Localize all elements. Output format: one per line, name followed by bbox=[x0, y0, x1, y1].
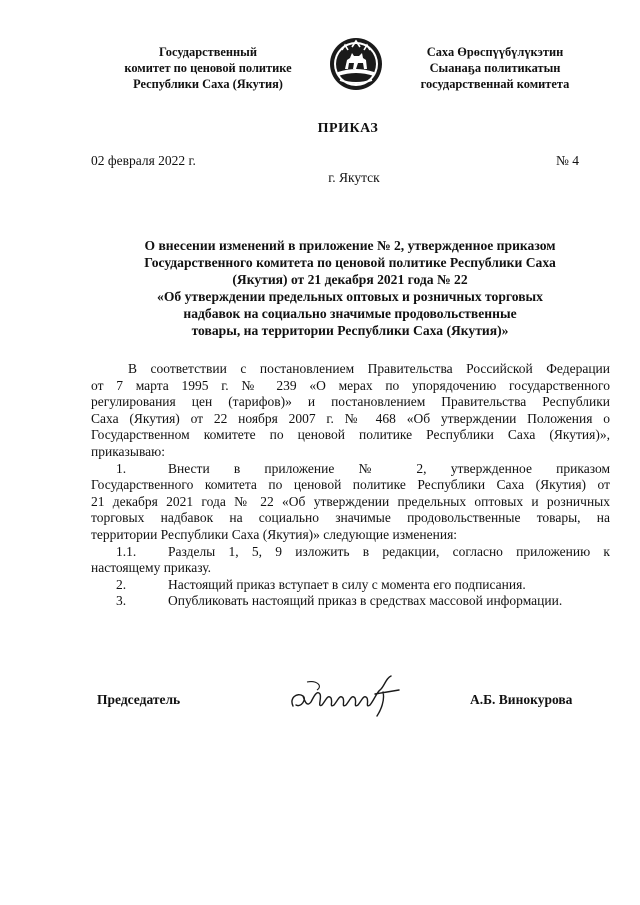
header-left-line: комитет по ценовой политике bbox=[124, 61, 292, 75]
list-item-number: 1.1. bbox=[116, 543, 137, 559]
document-body bbox=[91, 361, 610, 610]
subject-line: «Об утверждении предельных оптовых и розничных торговых bbox=[157, 289, 543, 304]
preamble-line: от 7 марта 1995 г. № 239 «О мерах по упорядочению государственного bbox=[91, 377, 610, 393]
subject-line: надбавок на социально значимые продовольственные bbox=[183, 306, 517, 321]
list-item-text: Внести в приложение № 2, утвержденное приказом bbox=[168, 460, 610, 476]
signatory-name: А.Б. Винокурова bbox=[470, 692, 573, 707]
header-left-line: Республики Саха (Якутия) bbox=[133, 77, 283, 91]
subject-line: Государственного комитета по ценовой политике Республики Саха bbox=[144, 255, 556, 270]
document-title: ПРИКАЗ bbox=[317, 121, 379, 136]
document-subject bbox=[100, 237, 600, 339]
list-item-text: Разделы 1, 5, 9 изложить в редакции, согласно приложению к bbox=[168, 543, 610, 559]
document-date: 02 февраля 2022 г. bbox=[91, 153, 196, 168]
header-right-line: государственнай комитета bbox=[420, 77, 570, 91]
header-right-line: Сыанаҕа политикатын bbox=[429, 61, 561, 75]
preamble-line: приказываю: bbox=[91, 443, 165, 459]
preamble-line: Саха (Якутия) от 22 ноября 2007 г. № 468 «Об утверждении Положения о bbox=[91, 410, 610, 426]
list-item-number: 1. bbox=[116, 460, 127, 476]
list-item-text: настоящему приказу. bbox=[91, 560, 212, 576]
list-item bbox=[91, 577, 610, 594]
list-item bbox=[91, 544, 610, 561]
list-item-number: 2. bbox=[116, 576, 127, 592]
signatory-position: Председатель bbox=[97, 692, 181, 707]
header-left-org bbox=[98, 44, 318, 92]
list-item-text: Государственного комитета по ценовой политике Республики Саха (Якутия) от bbox=[91, 477, 610, 493]
preamble-line: регулирования цен (тарифов)» и постановлением Правительства Республики bbox=[91, 394, 610, 410]
subject-line: товары, на территории Республики Саха (Якутия)» bbox=[191, 323, 509, 338]
header-right-org bbox=[400, 44, 590, 92]
list-item bbox=[91, 461, 610, 478]
preamble-line: Государственном комитете по ценовой политике Республики Саха (Якутия)», bbox=[91, 427, 610, 443]
document-number: № 4 bbox=[556, 153, 580, 168]
preamble-line: В соответствии с постановлением Правительства Российской Федерации bbox=[128, 361, 610, 376]
subject-line: (Якутия) от 21 декабря 2021 года № 22 bbox=[232, 272, 468, 287]
handwritten-signature-icon bbox=[287, 672, 412, 720]
list-item-text: Опубликовать настоящий приказ в средствах массовой информации. bbox=[168, 593, 563, 609]
list-item-text: Настоящий приказ вступает в силу с момента его подписания. bbox=[168, 576, 526, 592]
coat-of-arms-emblem-icon bbox=[328, 36, 384, 92]
document-city: г. Якутск bbox=[328, 170, 380, 185]
list-item bbox=[91, 593, 610, 610]
list-item-text: торговых надбавок на социально значимые продовольственные товары, на bbox=[91, 510, 610, 526]
list-item-number: 3. bbox=[116, 593, 127, 609]
subject-line: О внесении изменений в приложение № 2, утвержденное приказом bbox=[144, 238, 556, 253]
list-item-text: 21 декабря 2021 года № 22 «Об утверждении предельных оптовых и розничных bbox=[91, 493, 610, 509]
header-left-line: Государственный bbox=[159, 45, 257, 59]
list-item-text: территории Республики Саха (Якутия)» следующие изменения: bbox=[91, 526, 458, 542]
header-right-line: Саха Өрөспүүбүлүкэтин bbox=[426, 45, 564, 59]
